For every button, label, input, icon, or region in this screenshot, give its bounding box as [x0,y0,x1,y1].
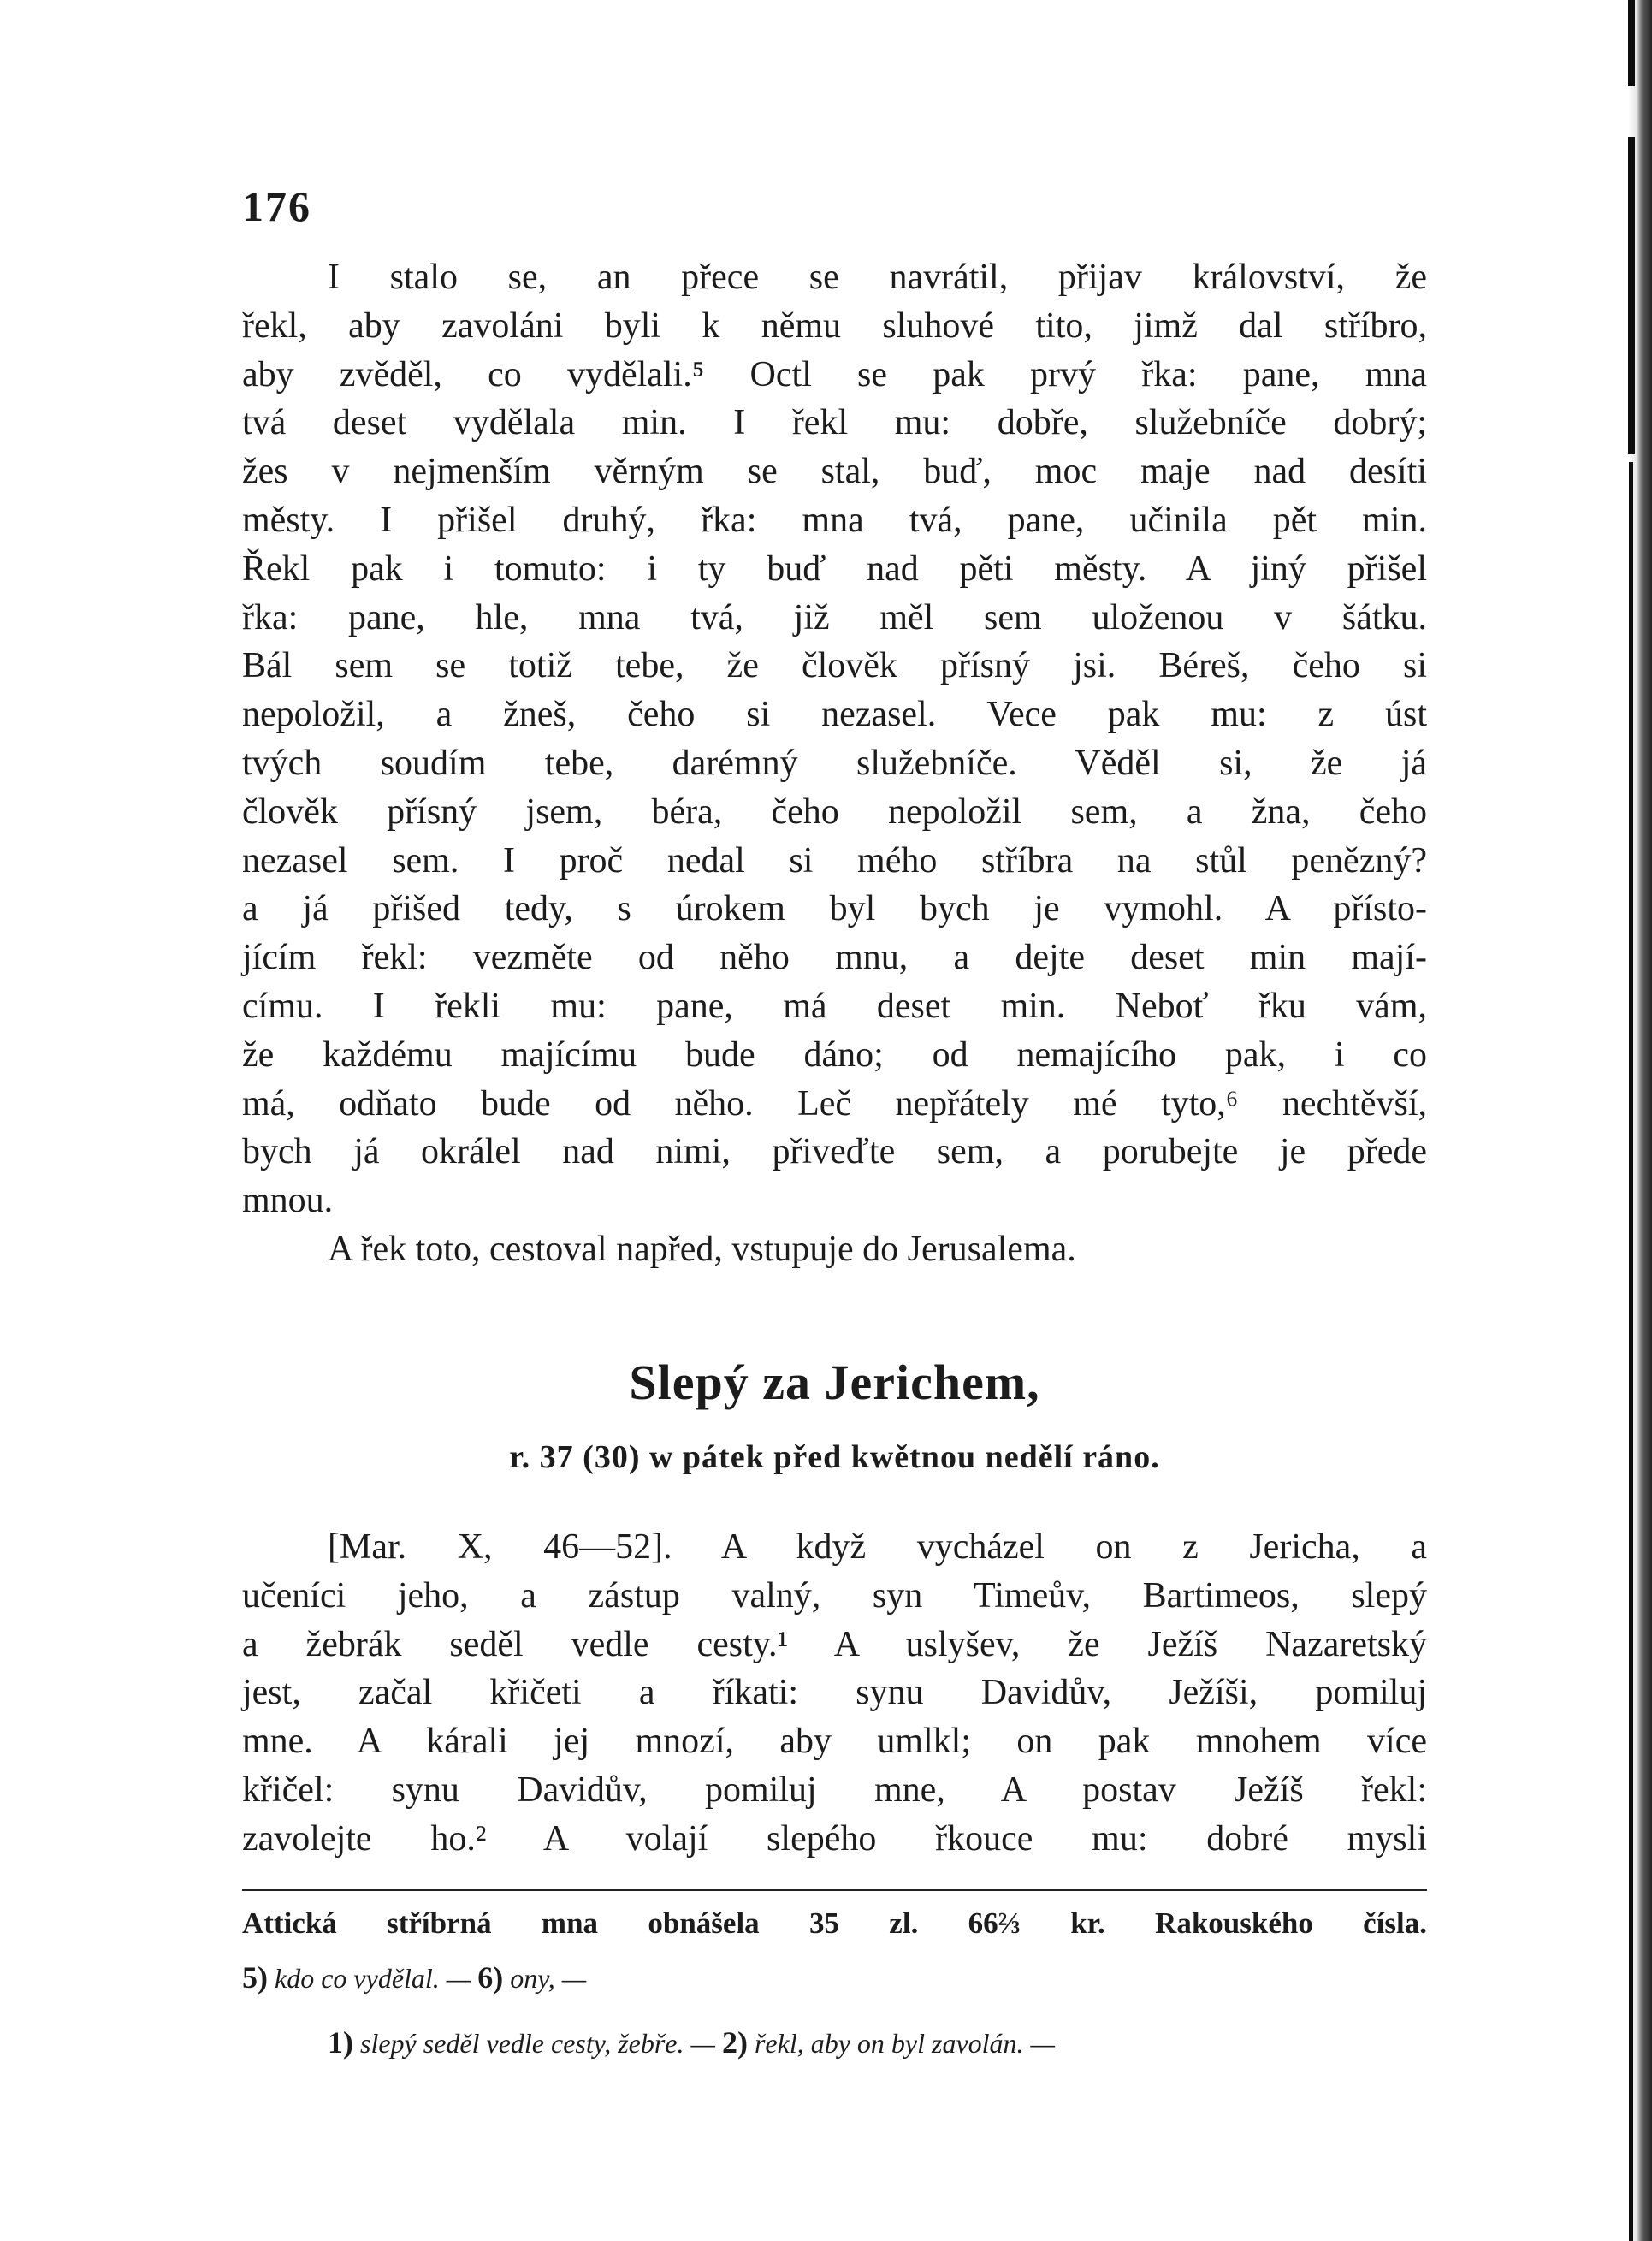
text-line: mne. A kárali jej mnozí, aby umlkl; on pak mnohem více [242,1722,1427,1762]
text-line: aby zvěděl, co vydělali.⁵ Octl se pak prvý řka: pane, mna [242,354,1427,394]
section-subheading: r. 37 (30) w pátek před kwětnou nedělí ráno. [509,1439,1160,1475]
page-number: 176 [242,182,311,230]
text-line: člověk přísný jsem, béra, čeho nepoložil sem, a žna, čeho [242,791,1427,832]
footnote-text: kdo co vydělal. — [275,1963,471,1994]
footnote-number: 5) [242,1960,268,1995]
text-line: učeníci jeho, a zástup valný, syn Timeův, Bartimeos, slepý [242,1575,1427,1616]
text-line: tvých soudím tebe, darémný služebníče. Věděl si, že já [242,743,1427,783]
footnotes-b [328,2025,1055,2060]
page-edge-mark [1629,462,1633,2241]
footnote-number: 1) [328,2025,353,2060]
text-line: bych já okrálel nad nimi, přiveďte sem, a porubejte je přede [242,1132,1427,1172]
text-line: I stalo se, an přece se navrátil, přijav království, že [328,258,1427,297]
text-line: [Mar. X, 46—52]. A když vycházel on z Jericha, a [328,1527,1427,1567]
text-line: má, odňato bude od něho. Leč nepřátely mé tyto,⁶ nechtěvší, [242,1083,1427,1123]
footnote-divider [242,1889,1427,1891]
text-line: a já přišed tedy, s úrokem byl bych je vymohl. A přísto- [242,889,1427,929]
text-line: řekl, aby zavoláni byli k němu sluhové tito, jimž dal stříbro, [242,305,1427,346]
paragraph-1 [242,253,1427,1274]
paragraph-2: A řek toto, cestoval napřed, vstupuje do Jerusalema. [328,1229,1076,1269]
paragraph-3 [242,1523,1427,1864]
text-line: tvá deset vydělala min. I řekl mu: dobře, služebníče dobrý; [242,403,1427,443]
text-line: címu. I řekli mu: pane, má deset min. Neboť řku vám, [242,986,1427,1026]
page-edge-mark [1628,0,1635,86]
text-line: Řekl pak i tomuto: i ty buď nad pěti městy. A jiný přišel [242,548,1427,589]
text-line: městy. I přišel druhý, řka: mna tvá, pane, učinila pět min. [242,500,1427,540]
page-edge-mark [1628,137,1635,454]
text-line: nezasel sem. I proč nedal si mého stříbra na stůl penězný? [242,840,1427,880]
text-line: a žebrák seděl vedle cesty.¹ A uslyšev, že Ježíš Nazaretský [242,1624,1427,1664]
footnote-text: řekl, aby on byl zavolán. — [754,2028,1055,2059]
footnote-number: 6) [477,1960,504,1995]
footnote-number: 2) [721,2025,748,2060]
text-line: mnou. [242,1181,334,1221]
text-line: žes v nejmenším věrným se stal, buď, moc maje nad desíti [242,452,1427,492]
footnote-text: slepý seděl vedle cesty, žebře. — [360,2028,715,2059]
text-line: Bál sem se totiž tebe, že člověk přísný jsi. Béreš, čeho si [242,646,1427,686]
footnotes-a [242,1959,586,1995]
text-line: řka: pane, hle, mna tvá, již měl sem uloženou v šátku. [242,597,1427,637]
text-line: nepoložil, a žneš, čeho si nezasel. Vece pak mu: z úst [242,695,1427,735]
text-line: že každému majícímu bude dáno; od nemajícího pak, i co [242,1035,1427,1075]
footnote-main: Attická stříbrná mna obnášela 35 zl. 66⅔ kr. Rakouského čísla. [242,1906,1427,1940]
text-line: křičel: synu Davidův, pomiluj mne, A postav Ježíš řekl: [242,1770,1427,1810]
section-heading: Slepý za Jerichem, [629,1355,1040,1410]
text-line: zavolejte ho.² A volají slepého řkouce mu: dobré mysli [242,1818,1427,1859]
text-line: jícím řekl: vezměte od něho mnu, a dejte deset min mají- [242,938,1427,978]
footnote-text: ony, — [510,1963,587,1994]
text-line: jest, začal křičeti a říkati: synu Davidův, Ježíši, pomiluj [242,1673,1427,1713]
